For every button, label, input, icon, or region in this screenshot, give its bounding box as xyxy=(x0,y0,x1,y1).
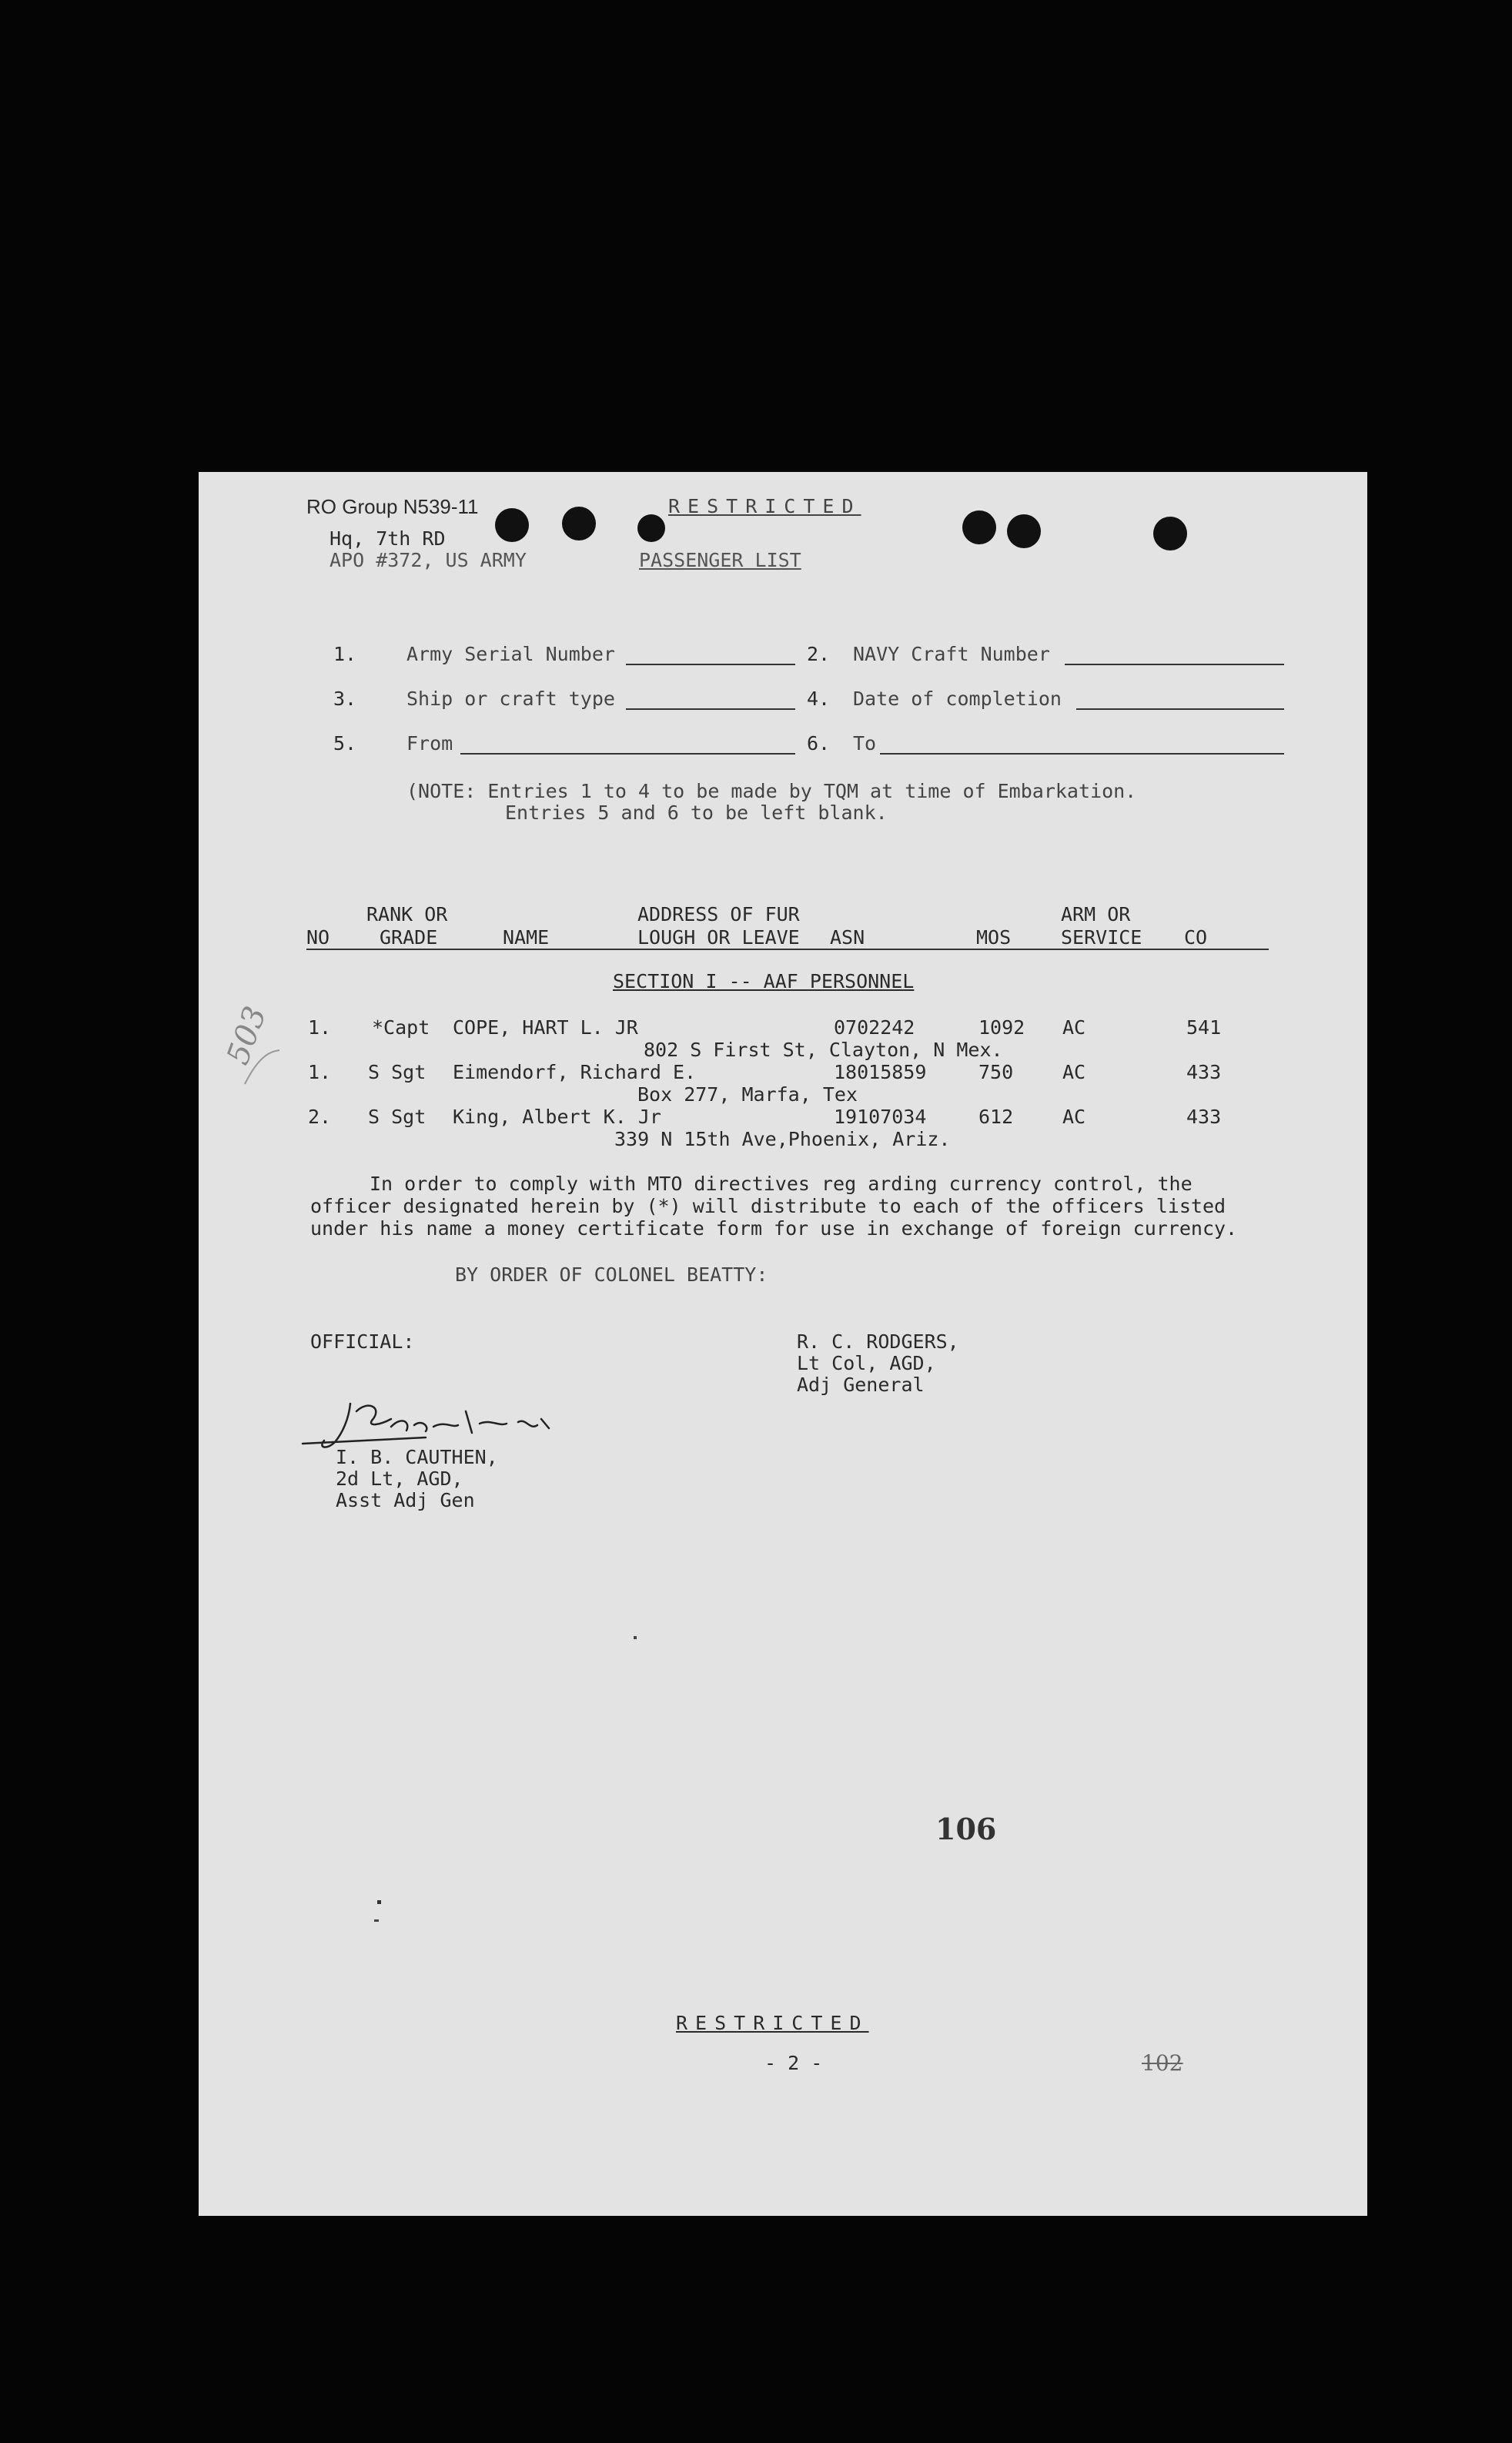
field-num: 1. xyxy=(333,643,357,665)
row-rank: S Sgt xyxy=(368,1106,427,1128)
stamp-number: 106 xyxy=(935,1812,997,1846)
field-line xyxy=(1065,664,1284,665)
speck xyxy=(634,1636,637,1639)
apo-line: APO #372, US ARMY xyxy=(329,549,527,571)
header-rank-line1: RANK OR xyxy=(366,903,448,925)
field-num: 6. xyxy=(807,732,831,755)
punch-hole xyxy=(495,508,529,542)
group-number: RO Group N539-11 xyxy=(306,495,479,518)
row-no: 1. xyxy=(308,1061,332,1083)
punch-hole xyxy=(637,514,665,542)
signer-rank: 2d Lt, AGD, xyxy=(336,1467,463,1490)
order-line: BY ORDER OF COLONEL BEATTY: xyxy=(455,1263,768,1286)
row-address: Box 277, Marfa, Tex xyxy=(637,1083,858,1106)
punch-hole xyxy=(1153,517,1187,551)
row-no: 1. xyxy=(308,1016,332,1039)
document-page xyxy=(199,472,1367,2216)
note-line: Entries 5 and 6 to be left blank. xyxy=(505,802,888,824)
field-label: From xyxy=(406,732,453,755)
field-line xyxy=(1076,708,1284,710)
row-rank: S Sgt xyxy=(368,1061,427,1083)
commander-title: Adj General xyxy=(797,1374,925,1396)
header-arm-line1: ARM OR xyxy=(1061,903,1131,925)
paragraph-line: under his name a money certificate form for use in exchange of foreign currency. xyxy=(310,1217,1238,1240)
official-label: OFFICIAL: xyxy=(310,1330,415,1353)
punch-hole xyxy=(1007,514,1041,548)
commander-name: R. C. RODGERS, xyxy=(797,1330,959,1353)
header-name: NAME xyxy=(503,926,550,949)
commander-rank: Lt Col, AGD, xyxy=(797,1352,936,1374)
page-number: - 2 - xyxy=(764,2052,823,2074)
header-address-line2: LOUGH OR LEAVE xyxy=(637,926,800,949)
document-title: PASSENGER LIST xyxy=(639,549,801,571)
field-line xyxy=(626,664,795,665)
field-num: 4. xyxy=(807,688,831,710)
classification-top: RESTRICTED xyxy=(668,495,861,517)
header-rule xyxy=(306,949,1269,950)
note-line: (NOTE: Entries 1 to 4 to be made by TQM at time of Embarkation. xyxy=(406,780,1137,802)
field-label: Ship or craft type xyxy=(406,688,615,710)
struck-page-number: 102 xyxy=(1142,2050,1183,2076)
header-no: NO xyxy=(306,926,330,949)
row-co: 433 xyxy=(1186,1106,1222,1128)
row-mos: 1092 xyxy=(978,1016,1025,1039)
header-mos: MOS xyxy=(976,926,1012,949)
hq-line: Hq, 7th RD xyxy=(329,527,446,550)
margin-bracket xyxy=(237,1046,283,1092)
paragraph-line: In order to comply with MTO directives reg arding currency control, the xyxy=(370,1173,1193,1195)
field-line xyxy=(626,708,795,710)
paragraph-line: officer designated herein by (*) will distribute to each of the officers listed xyxy=(310,1195,1226,1217)
header-service: SERVICE xyxy=(1061,926,1142,949)
field-line xyxy=(880,753,1284,755)
row-arm: AC xyxy=(1062,1106,1086,1128)
row-co: 433 xyxy=(1186,1061,1222,1083)
row-name: COPE, HART L. JR xyxy=(453,1016,638,1039)
section-title: SECTION I -- AAF PERSONNEL xyxy=(613,970,915,992)
field-num: 2. xyxy=(807,643,831,665)
field-label: NAVY Craft Number xyxy=(853,643,1050,665)
field-num: 5. xyxy=(333,732,357,755)
speck xyxy=(374,1919,379,1922)
row-mos: 750 xyxy=(978,1061,1014,1083)
header-co: CO xyxy=(1184,926,1208,949)
header-asn: ASN xyxy=(830,926,865,949)
row-rank: *Capt xyxy=(372,1016,430,1039)
row-arm: AC xyxy=(1062,1061,1086,1083)
field-num: 3. xyxy=(333,688,357,710)
punch-hole xyxy=(962,510,996,544)
signer-name: I. B. CAUTHEN, xyxy=(336,1446,498,1468)
row-no: 2. xyxy=(308,1106,332,1128)
field-line xyxy=(460,753,795,755)
row-asn: 19107034 xyxy=(834,1106,927,1128)
row-co: 541 xyxy=(1186,1016,1222,1039)
row-address: 802 S First St, Clayton, N Mex. xyxy=(644,1039,1003,1061)
row-mos: 612 xyxy=(978,1106,1014,1128)
row-name: King, Albert K. Jr xyxy=(453,1106,661,1128)
punch-hole xyxy=(562,507,596,540)
row-asn: 0702242 xyxy=(834,1016,915,1039)
field-label: Army Serial Number xyxy=(406,643,615,665)
margin-note: 503 xyxy=(220,1002,274,1069)
header-grade: GRADE xyxy=(380,926,438,949)
row-arm: AC xyxy=(1062,1016,1086,1039)
field-label: Date of completion xyxy=(853,688,1062,710)
row-name: Eimendorf, Richard E. xyxy=(453,1061,697,1083)
signer-title: Asst Adj Gen xyxy=(336,1489,475,1511)
field-label: To xyxy=(853,732,877,755)
header-address-line1: ADDRESS OF FUR xyxy=(637,903,800,925)
row-address: 339 N 15th Ave,Phoenix, Ariz. xyxy=(614,1128,951,1150)
speck xyxy=(377,1900,381,1904)
row-asn: 18015859 xyxy=(834,1061,927,1083)
classification-bottom: RESTRICTED xyxy=(676,2012,869,2034)
